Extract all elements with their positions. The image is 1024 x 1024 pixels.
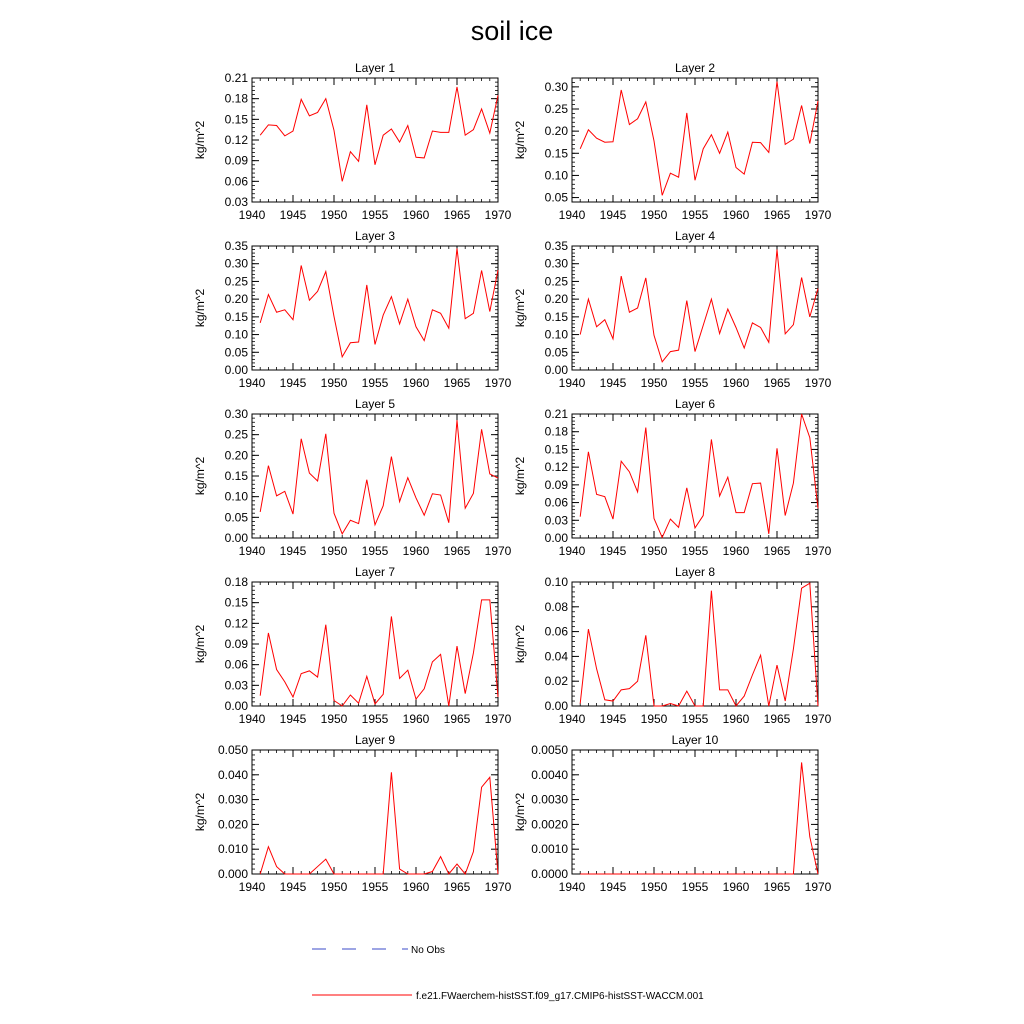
y-tick-label: 0.09 (224, 637, 248, 651)
y-tick-label: 0.00 (544, 531, 568, 545)
y-tick-label: 0.00 (224, 531, 248, 545)
panel-layer-3 (193, 229, 512, 390)
y-axis-label: kg/m^2 (513, 624, 527, 664)
x-tick-label: 1960 (722, 712, 750, 726)
y-tick-label: 0.15 (224, 112, 248, 127)
y-tick-label: 0.10 (544, 575, 568, 589)
panel-title: Layer 7 (354, 565, 396, 579)
x-tick-label: 1945 (279, 376, 307, 390)
y-tick-label: 0.25 (544, 102, 568, 116)
y-tick-label: 0.15 (544, 309, 568, 324)
x-tick-label: 1950 (640, 544, 668, 558)
y-tick-label: 0.00 (544, 699, 568, 713)
y-tick-label: 0.06 (224, 174, 248, 189)
plot-frame (572, 78, 818, 202)
legend-label-no-obs: No Obs (411, 945, 445, 956)
y-tick-label: 0.20 (224, 292, 248, 307)
x-tick-label: 1970 (804, 376, 832, 390)
x-tick-label: 1955 (681, 208, 709, 222)
y-tick-label: 0.15 (224, 595, 248, 610)
x-tick-label: 1950 (320, 376, 348, 390)
x-tick-label: 1955 (681, 880, 709, 894)
y-tick-label: 0.05 (224, 510, 248, 525)
y-tick-label: 0.35 (224, 239, 248, 253)
x-tick-label: 1940 (558, 544, 586, 558)
y-tick-label: 0.03 (224, 195, 248, 209)
plot-frame (572, 582, 818, 706)
series-line (580, 762, 818, 874)
panel-title: Layer 9 (354, 733, 396, 747)
y-tick-label: 0.15 (544, 146, 568, 161)
series-line (260, 600, 498, 706)
x-tick-label: 1955 (681, 712, 709, 726)
series-line (260, 772, 498, 874)
panel-layer-2 (513, 61, 832, 222)
page-title: soil ice (470, 16, 554, 46)
x-tick-label: 1950 (320, 544, 348, 558)
x-tick-label: 1945 (599, 544, 627, 558)
x-tick-label: 1940 (238, 544, 266, 558)
panel-title: Layer 5 (354, 397, 396, 411)
y-tick-label: 0.15 (224, 309, 248, 324)
series-line (580, 414, 818, 537)
x-tick-label: 1965 (763, 712, 791, 726)
x-tick-label: 1945 (279, 712, 307, 726)
y-tick-label: 0.25 (544, 274, 568, 289)
y-tick-label: 0.30 (224, 407, 248, 421)
x-tick-label: 1950 (640, 208, 668, 222)
x-tick-label: 1955 (681, 376, 709, 390)
x-tick-label: 1950 (640, 712, 668, 726)
x-tick-label: 1970 (804, 544, 832, 558)
plot-frame (252, 246, 498, 370)
x-tick-label: 1965 (443, 880, 471, 894)
series-line (580, 583, 818, 706)
y-tick-label: 0.30 (544, 256, 568, 271)
y-tick-label: 0.20 (544, 292, 568, 307)
y-tick-label: 0.030 (217, 792, 248, 807)
panel-layer-7 (193, 565, 512, 726)
x-tick-label: 1960 (402, 880, 430, 894)
y-axis-label: kg/m^2 (193, 288, 207, 328)
plot-frame (572, 414, 818, 538)
y-tick-label: 0.20 (544, 124, 568, 139)
x-tick-label: 1955 (681, 544, 709, 558)
x-tick-label: 1955 (361, 208, 389, 222)
y-tick-label: 0.020 (217, 817, 248, 832)
plot-frame (252, 78, 498, 202)
x-tick-label: 1965 (763, 208, 791, 222)
y-tick-label: 0.03 (224, 678, 248, 693)
x-tick-label: 1965 (443, 712, 471, 726)
y-tick-label: 0.25 (224, 427, 248, 442)
plot-frame (572, 750, 818, 874)
x-tick-label: 1955 (361, 376, 389, 390)
x-tick-label: 1965 (763, 544, 791, 558)
y-tick-label: 0.35 (544, 239, 568, 253)
x-tick-label: 1970 (484, 712, 512, 726)
chart-legend (312, 945, 704, 1002)
x-tick-label: 1960 (722, 880, 750, 894)
panel-title: Layer 8 (674, 565, 716, 579)
y-tick-label: 0.12 (224, 133, 248, 147)
x-tick-label: 1965 (443, 208, 471, 222)
panel-layer-10 (513, 733, 832, 894)
x-tick-label: 1970 (484, 208, 512, 222)
y-tick-label: 0.0010 (531, 842, 568, 857)
x-tick-label: 1955 (361, 712, 389, 726)
x-tick-label: 1960 (722, 208, 750, 222)
y-tick-label: 0.040 (217, 767, 248, 782)
y-tick-label: 0.12 (544, 460, 568, 475)
series-line (260, 248, 498, 356)
y-tick-label: 0.05 (224, 345, 248, 360)
x-tick-label: 1940 (238, 712, 266, 726)
y-tick-label: 0.000 (217, 867, 248, 881)
x-tick-label: 1940 (238, 880, 266, 894)
y-tick-label: 0.10 (224, 327, 248, 342)
y-tick-label: 0.00 (544, 363, 568, 377)
y-tick-label: 0.06 (544, 495, 568, 510)
y-tick-label: 0.15 (544, 442, 568, 457)
x-tick-label: 1945 (599, 712, 627, 726)
x-tick-label: 1970 (804, 208, 832, 222)
y-axis-label: kg/m^2 (193, 456, 207, 496)
x-tick-label: 1960 (402, 376, 430, 390)
y-tick-label: 0.21 (224, 71, 248, 85)
series-line (260, 87, 498, 181)
y-axis-label: kg/m^2 (513, 120, 527, 160)
panel-title: Layer 6 (674, 397, 716, 411)
panel-title: Layer 2 (674, 61, 716, 75)
y-tick-label: 0.06 (224, 657, 248, 672)
x-tick-label: 1950 (320, 208, 348, 222)
y-tick-label: 0.010 (217, 842, 248, 857)
y-tick-label: 0.18 (224, 91, 248, 106)
series-line (580, 82, 818, 196)
x-tick-label: 1945 (279, 880, 307, 894)
y-tick-label: 0.18 (224, 575, 248, 589)
y-tick-label: 0.21 (544, 407, 568, 421)
y-tick-label: 0.03 (544, 513, 568, 528)
legend-label-model: f.e21.FWaerchem-histSST.f09_g17.CMIP6-histSST-WACCM.001 (416, 991, 704, 1002)
x-tick-label: 1965 (763, 376, 791, 390)
y-axis-label: kg/m^2 (513, 288, 527, 328)
x-tick-label: 1970 (804, 880, 832, 894)
y-axis-label: kg/m^2 (193, 792, 207, 832)
y-tick-label: 0.10 (544, 168, 568, 183)
plot-frame (252, 750, 498, 874)
x-tick-label: 1945 (599, 376, 627, 390)
panel-title: Layer 4 (674, 229, 716, 243)
x-tick-label: 1960 (722, 376, 750, 390)
y-tick-label: 0.05 (544, 190, 568, 205)
x-tick-label: 1970 (484, 376, 512, 390)
y-tick-label: 0.0050 (531, 743, 568, 757)
panel-layer-4 (513, 229, 832, 390)
panel-title: Layer 10 (671, 733, 719, 747)
y-axis-label: kg/m^2 (193, 624, 207, 664)
panel-layer-6 (513, 397, 832, 558)
x-tick-label: 1945 (599, 208, 627, 222)
chart-panels (193, 61, 832, 894)
y-tick-label: 0.18 (544, 424, 568, 439)
y-tick-label: 0.0000 (531, 867, 568, 881)
panel-layer-5 (193, 397, 512, 558)
y-tick-label: 0.30 (544, 79, 568, 94)
x-tick-label: 1965 (443, 544, 471, 558)
y-tick-label: 0.10 (224, 489, 248, 504)
plot-frame (252, 582, 498, 706)
y-tick-label: 0.05 (544, 345, 568, 360)
y-tick-label: 0.09 (224, 153, 248, 168)
x-tick-label: 1945 (599, 880, 627, 894)
x-tick-label: 1970 (484, 544, 512, 558)
x-tick-label: 1960 (402, 208, 430, 222)
y-axis-label: kg/m^2 (513, 456, 527, 496)
x-tick-label: 1940 (238, 376, 266, 390)
plot-frame (252, 414, 498, 538)
y-axis-label: kg/m^2 (513, 792, 527, 832)
x-tick-label: 1970 (804, 712, 832, 726)
x-tick-label: 1950 (640, 880, 668, 894)
y-tick-label: 0.04 (544, 649, 568, 664)
series-line (260, 420, 498, 534)
x-tick-label: 1960 (402, 712, 430, 726)
y-tick-label: 0.06 (544, 624, 568, 639)
y-tick-label: 0.0020 (531, 817, 568, 832)
x-tick-label: 1940 (558, 376, 586, 390)
y-tick-label: 0.30 (224, 256, 248, 271)
x-tick-label: 1950 (320, 880, 348, 894)
x-tick-label: 1940 (558, 208, 586, 222)
y-tick-label: 0.00 (224, 699, 248, 713)
x-tick-label: 1965 (443, 376, 471, 390)
x-tick-label: 1940 (558, 712, 586, 726)
x-tick-label: 1960 (722, 544, 750, 558)
y-tick-label: 0.08 (544, 599, 568, 614)
panel-layer-8 (513, 565, 832, 726)
y-axis-label: kg/m^2 (193, 120, 207, 160)
y-tick-label: 0.09 (544, 477, 568, 492)
x-tick-label: 1955 (361, 544, 389, 558)
x-tick-label: 1940 (238, 208, 266, 222)
x-tick-label: 1940 (558, 880, 586, 894)
panel-layer-9 (193, 733, 512, 894)
x-tick-label: 1945 (279, 544, 307, 558)
y-tick-label: 0.0040 (531, 767, 568, 782)
y-tick-label: 0.15 (224, 469, 248, 483)
y-tick-label: 0.02 (544, 674, 568, 689)
x-tick-label: 1950 (640, 376, 668, 390)
panel-title: Layer 1 (354, 61, 396, 75)
y-tick-label: 0.10 (544, 327, 568, 342)
y-tick-label: 0.20 (224, 448, 248, 463)
x-tick-label: 1965 (763, 880, 791, 894)
panel-title: Layer 3 (354, 229, 396, 243)
y-tick-label: 0.0030 (531, 792, 568, 807)
panel-layer-1 (193, 61, 512, 222)
x-tick-label: 1960 (402, 544, 430, 558)
x-tick-label: 1945 (279, 208, 307, 222)
x-tick-label: 1950 (320, 712, 348, 726)
y-tick-label: 0.00 (224, 363, 248, 377)
y-tick-label: 0.050 (217, 743, 248, 757)
y-tick-label: 0.25 (224, 274, 248, 289)
x-tick-label: 1955 (361, 880, 389, 894)
y-tick-label: 0.12 (224, 616, 248, 631)
series-line (580, 250, 818, 362)
x-tick-label: 1970 (484, 880, 512, 894)
